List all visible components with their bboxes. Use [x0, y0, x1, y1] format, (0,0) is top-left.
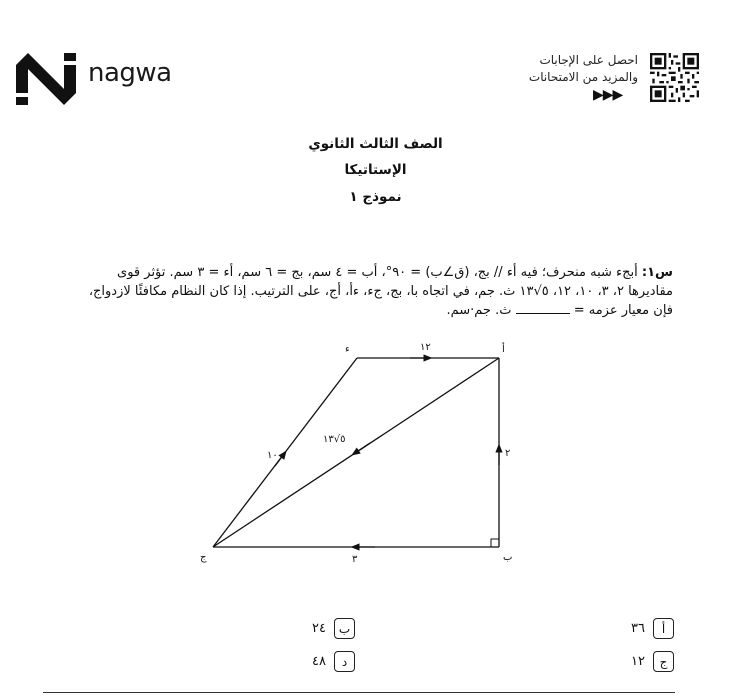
force-label-ad: ١٢ — [420, 342, 431, 353]
vertex-d-label: ء — [345, 344, 350, 355]
question-line-1: أبجء شبه منحرف؛ فيه أء // بج، (ق∠ب) = ٩٠°، أب = ٤ سم، بج = ٦ سم، أء = ٣ سم. تؤثر قوى — [117, 265, 638, 280]
force-label-ab: ٢ — [505, 448, 511, 459]
promo-line-2: والمزيد من الامتحانات — [528, 70, 638, 84]
option-d-value: ٤٨ — [312, 654, 326, 669]
brand-name: nagwa — [88, 58, 172, 88]
option-a[interactable] — [631, 618, 674, 639]
bottom-divider — [43, 692, 675, 693]
option-b-value: ٢٤ — [312, 621, 326, 636]
answer-blank — [516, 301, 570, 314]
subject-title: الإستاتيكا — [344, 162, 407, 178]
qr-code-icon[interactable] — [650, 53, 699, 102]
question-line-2: مقاديرها ٢، ٣، ١٠، ١٢، ٥√١٣ ث. جم، في اتجاه با، بج، جء، ءأ، أج، على الترتيب. إذا كان النظام مكافئًا لازدواج، — [88, 284, 673, 299]
option-d-letter: د — [334, 651, 355, 672]
vertex-a-label: أ — [502, 344, 505, 355]
option-c-letter: ج — [653, 651, 674, 672]
question-line-3-end: ث. جم·سم. — [446, 303, 512, 318]
question-line-3-start: فإن معيار عزمه = — [573, 303, 673, 318]
option-a-value: ٣٦ — [631, 621, 645, 636]
option-b-letter: ب — [334, 618, 355, 639]
grade-title: الصف الثالث الثانوي — [308, 136, 443, 152]
arrow-ac — [355, 443, 370, 453]
option-b[interactable] — [312, 618, 355, 639]
option-d[interactable] — [312, 651, 355, 672]
option-a-letter: أ — [653, 618, 674, 639]
vertex-b-label: ب — [503, 552, 513, 563]
question-text — [43, 263, 673, 320]
question-label: س١: — [641, 265, 673, 280]
nagwa-logo-icon — [16, 53, 76, 105]
right-angle-marker — [491, 539, 499, 547]
option-c-value: ١٢ — [631, 654, 645, 669]
promo-line-1: احصل على الإجابات — [539, 53, 638, 67]
force-label-ac: ٥√١٣ — [323, 434, 346, 445]
model-title: نموذج ١ — [349, 189, 402, 205]
trapezoid-diagram — [195, 340, 525, 570]
edge-cd — [213, 358, 357, 547]
option-c[interactable] — [631, 651, 674, 672]
force-label-cd: ١٠ — [267, 450, 278, 461]
play-arrows-icon: ▶▶▶ — [593, 87, 623, 103]
promo-text — [529, 52, 638, 86]
force-label-bc: ٣ — [352, 554, 358, 565]
vertex-c-label: ج — [200, 552, 207, 563]
